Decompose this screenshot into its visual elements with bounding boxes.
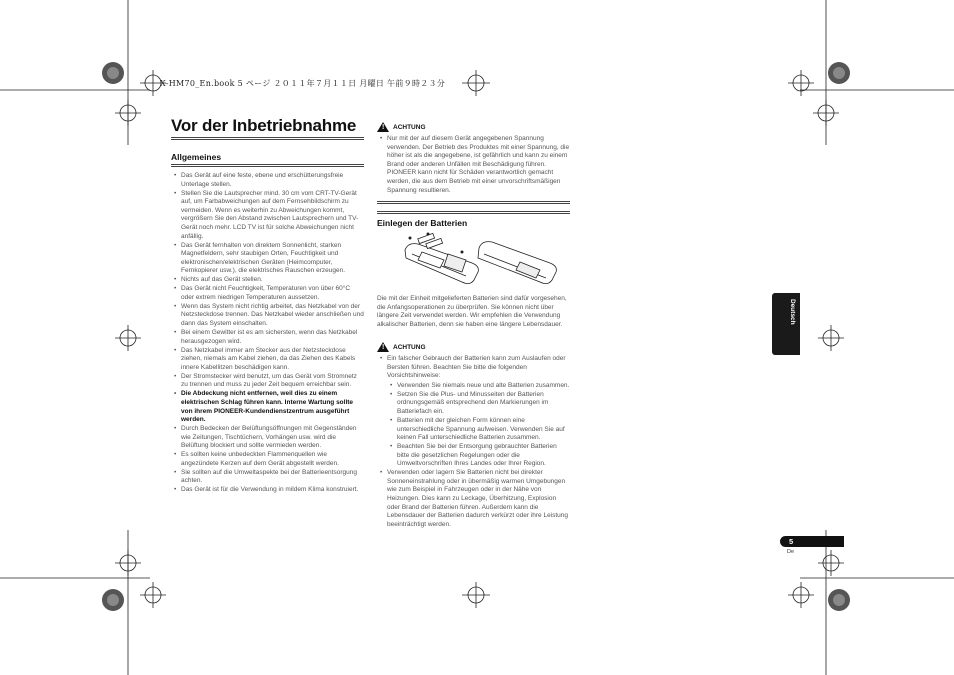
caution-label-1: ACHTUNG — [393, 123, 426, 131]
caution-sublist — [387, 382, 570, 469]
general-section — [171, 152, 364, 495]
list-item: • Der Stromstecker wird benutzt, um das Gerät vom Stromnetz zu trennen und muss zu jeder Zeit bequem erreichbar sein. — [171, 373, 364, 390]
page-title: Vor der Inbetriebnahme — [171, 116, 357, 135]
list-item — [377, 355, 570, 469]
battery-paragraph: Die mit der Einheit mitgelieferten Batterien sind dafür vorgesehen, die Anfangsoperationen zu überprüfen. Sie können nicht über längere Zeit verwendet werden. Wir empfehlen die Verwendung alkalischer Batterien, denn sie haben eine längere Lebensdauer. — [377, 295, 567, 328]
caution-rule-1 — [377, 201, 570, 204]
list-item: • Wenn das System nicht richtig arbeitet, das Netzkabel von der Netzsteckdose trennen. Das Netzkabel wieder anschließen und dann das System einschalten. — [171, 303, 364, 329]
sub-list-item: • Verwenden Sie niemals neue und alte Batterien zusammen. — [387, 382, 570, 391]
title-rule — [171, 137, 364, 140]
battery-heading: Einlegen der Batterien — [377, 218, 468, 228]
list-item: • Durch Bedecken der Belüftungsöffnungen mit Gegenständen wie Zeitungen, Tischtüchern, Vorhängen usw. wird die Belüftung blockiert und sollte vermieden werden. — [171, 425, 364, 451]
general-heading: Allgemeines — [171, 152, 222, 162]
caution-heading-1 — [377, 122, 570, 132]
list-item: • Das Gerät nicht Feuchtigkeit, Temperaturen von über 60°C oder extrem niedrigen Temperaturen aussetzen. — [171, 285, 364, 302]
caution-section-1 — [377, 122, 570, 204]
page-number: 5 — [789, 537, 794, 546]
remote-battery-illustration — [400, 232, 560, 294]
caution-heading-2 — [377, 342, 570, 352]
language-side-tab — [772, 293, 800, 355]
list-item: • Sie sollten auf die Umweltaspekte bei der Batterieentsorgung achten. — [171, 469, 364, 486]
list-item: • Nichts auf das Gerät stellen. — [171, 276, 364, 285]
list-item: • Bei einem Gewitter ist es am sichersten, wenn das Netzkabel herausgezogen wird. — [171, 329, 364, 346]
sub-list-item: • Setzen Sie die Plus- und Minusseiten der Batterien ordnungsgemäß entsprechend den Markierungen im Batteriefach ein. — [387, 391, 570, 417]
language-side-tab-label: Deutsch — [789, 299, 796, 325]
caution-intro: Ein falscher Gebrauch der Batterien kann zum Auslaufen oder Bersten führen. Beachten Sie bitte die folgenden Vorsichtshinweise: — [387, 355, 566, 380]
list-item: • Stellen Sie die Lautsprecher mind. 30 cm vom CRT-TV-Gerät auf, um Farbabweichungen auf dem Fernsehbildschirm zu vermeiden. Wenn es weiterhin zu Abweichungen kommt, vergrößern Sie den Abstand zwischen Lautsprechern und TV-Gerät noch mehr. LCD TV ist für solche Abweichungen nicht anfällig. — [171, 190, 364, 242]
list-item: • Das Gerät auf eine feste, ebene und erschütterungsfreie Unterlage stellen. — [171, 172, 364, 189]
warning-triangle-icon: ! — [377, 122, 389, 132]
caution-section-2 — [377, 342, 570, 530]
list-item: • Verwenden oder lagern Sie Batterien nicht bei direkter Sonneneinstrahlung oder in übermäßig warmen Umgebungen wie zum Beispiel in Fahrzeugen oder in der Nähe von Heizungen. Dies kann zu Leckage, Überhitzung, Explosion oder Brand der Batterien führen. Außerdem kann die Lebensdauer der Batterien dadurch verkürzt oder ihre Leistung beeinträchtigt werden. — [377, 469, 570, 529]
list-item: • Das Gerät fernhalten von direktem Sonnenlicht, starken Magnetfeldern, sehr staubigen Orten, Feuchtigkeit und elektronischen/elektrischen Geräten (Heimcomputer, Fernkopierer usw.), die elektrisches Rauschen erzeugen. — [171, 242, 364, 276]
list-item: • Das Gerät ist für die Verwendung in mildem Klima konstruiert. — [171, 486, 364, 495]
sub-list-item: • Batterien mit der gleichen Form können eine unterschiedliche Spannung aufweisen. Verwenden Sie auf keinen Fall unterschiedliche Batterien zusammen. — [387, 417, 570, 443]
caution-list-1 — [377, 135, 570, 195]
sub-list-item: • Beachten Sie bei der Entsorgung gebrauchter Batterien bitte die gesetzlichen Regelungen oder die Umweltvorschriften Ihres Landes oder Ihrer Region. — [387, 443, 570, 469]
general-list — [171, 172, 364, 495]
list-item: • Nur mit der auf diesem Gerät angegebenen Spannung verwenden. Der Betrieb des Produktes mit einer Spannung, die höher ist als die angegebene, ist gefährlich und kann zu einem Brand oder anderen Unfällen mit Beschädigung führen. PIONEER kann nicht für Schäden verantwortlich gemacht werden, die aus dem Betrieb mit einer unvorschriftsmäßigen Spannung resultieren. — [377, 135, 570, 195]
battery-heading-rule — [377, 211, 570, 214]
battery-section — [377, 211, 570, 228]
list-item: • Es sollten keine unbedeckten Flammenquellen wie angezündete Kerzen auf dem Gerät abgestellt werden. — [171, 451, 364, 468]
caution-list-2 — [377, 355, 570, 529]
warning-triangle-icon: ! — [377, 342, 389, 352]
caution-label-2: ACHTUNG — [393, 343, 426, 351]
list-item-bold: • Die Abdeckung nicht entfernen, weil dies zu einem elektrischen Schlag führen kann. Interne Wartung sollte von ihrem PIONEER-Kundendienstzentrum ausgeführt werden. — [171, 390, 364, 424]
print-header-line: X-HM70_En.book 5 ページ ２０１１年７月１１日 月曜日 午前９時２３分 — [160, 79, 446, 88]
general-heading-rule — [171, 164, 364, 167]
page-number-bar — [780, 536, 844, 547]
page-language-code: De — [787, 549, 795, 555]
list-item: • Das Netzkabel immer am Stecker aus der Netzsteckdose ziehen, niemals am Kabel ziehen, da das Ziehen des Kabels innere Kabellitzen beschädigen kann. — [171, 347, 364, 373]
